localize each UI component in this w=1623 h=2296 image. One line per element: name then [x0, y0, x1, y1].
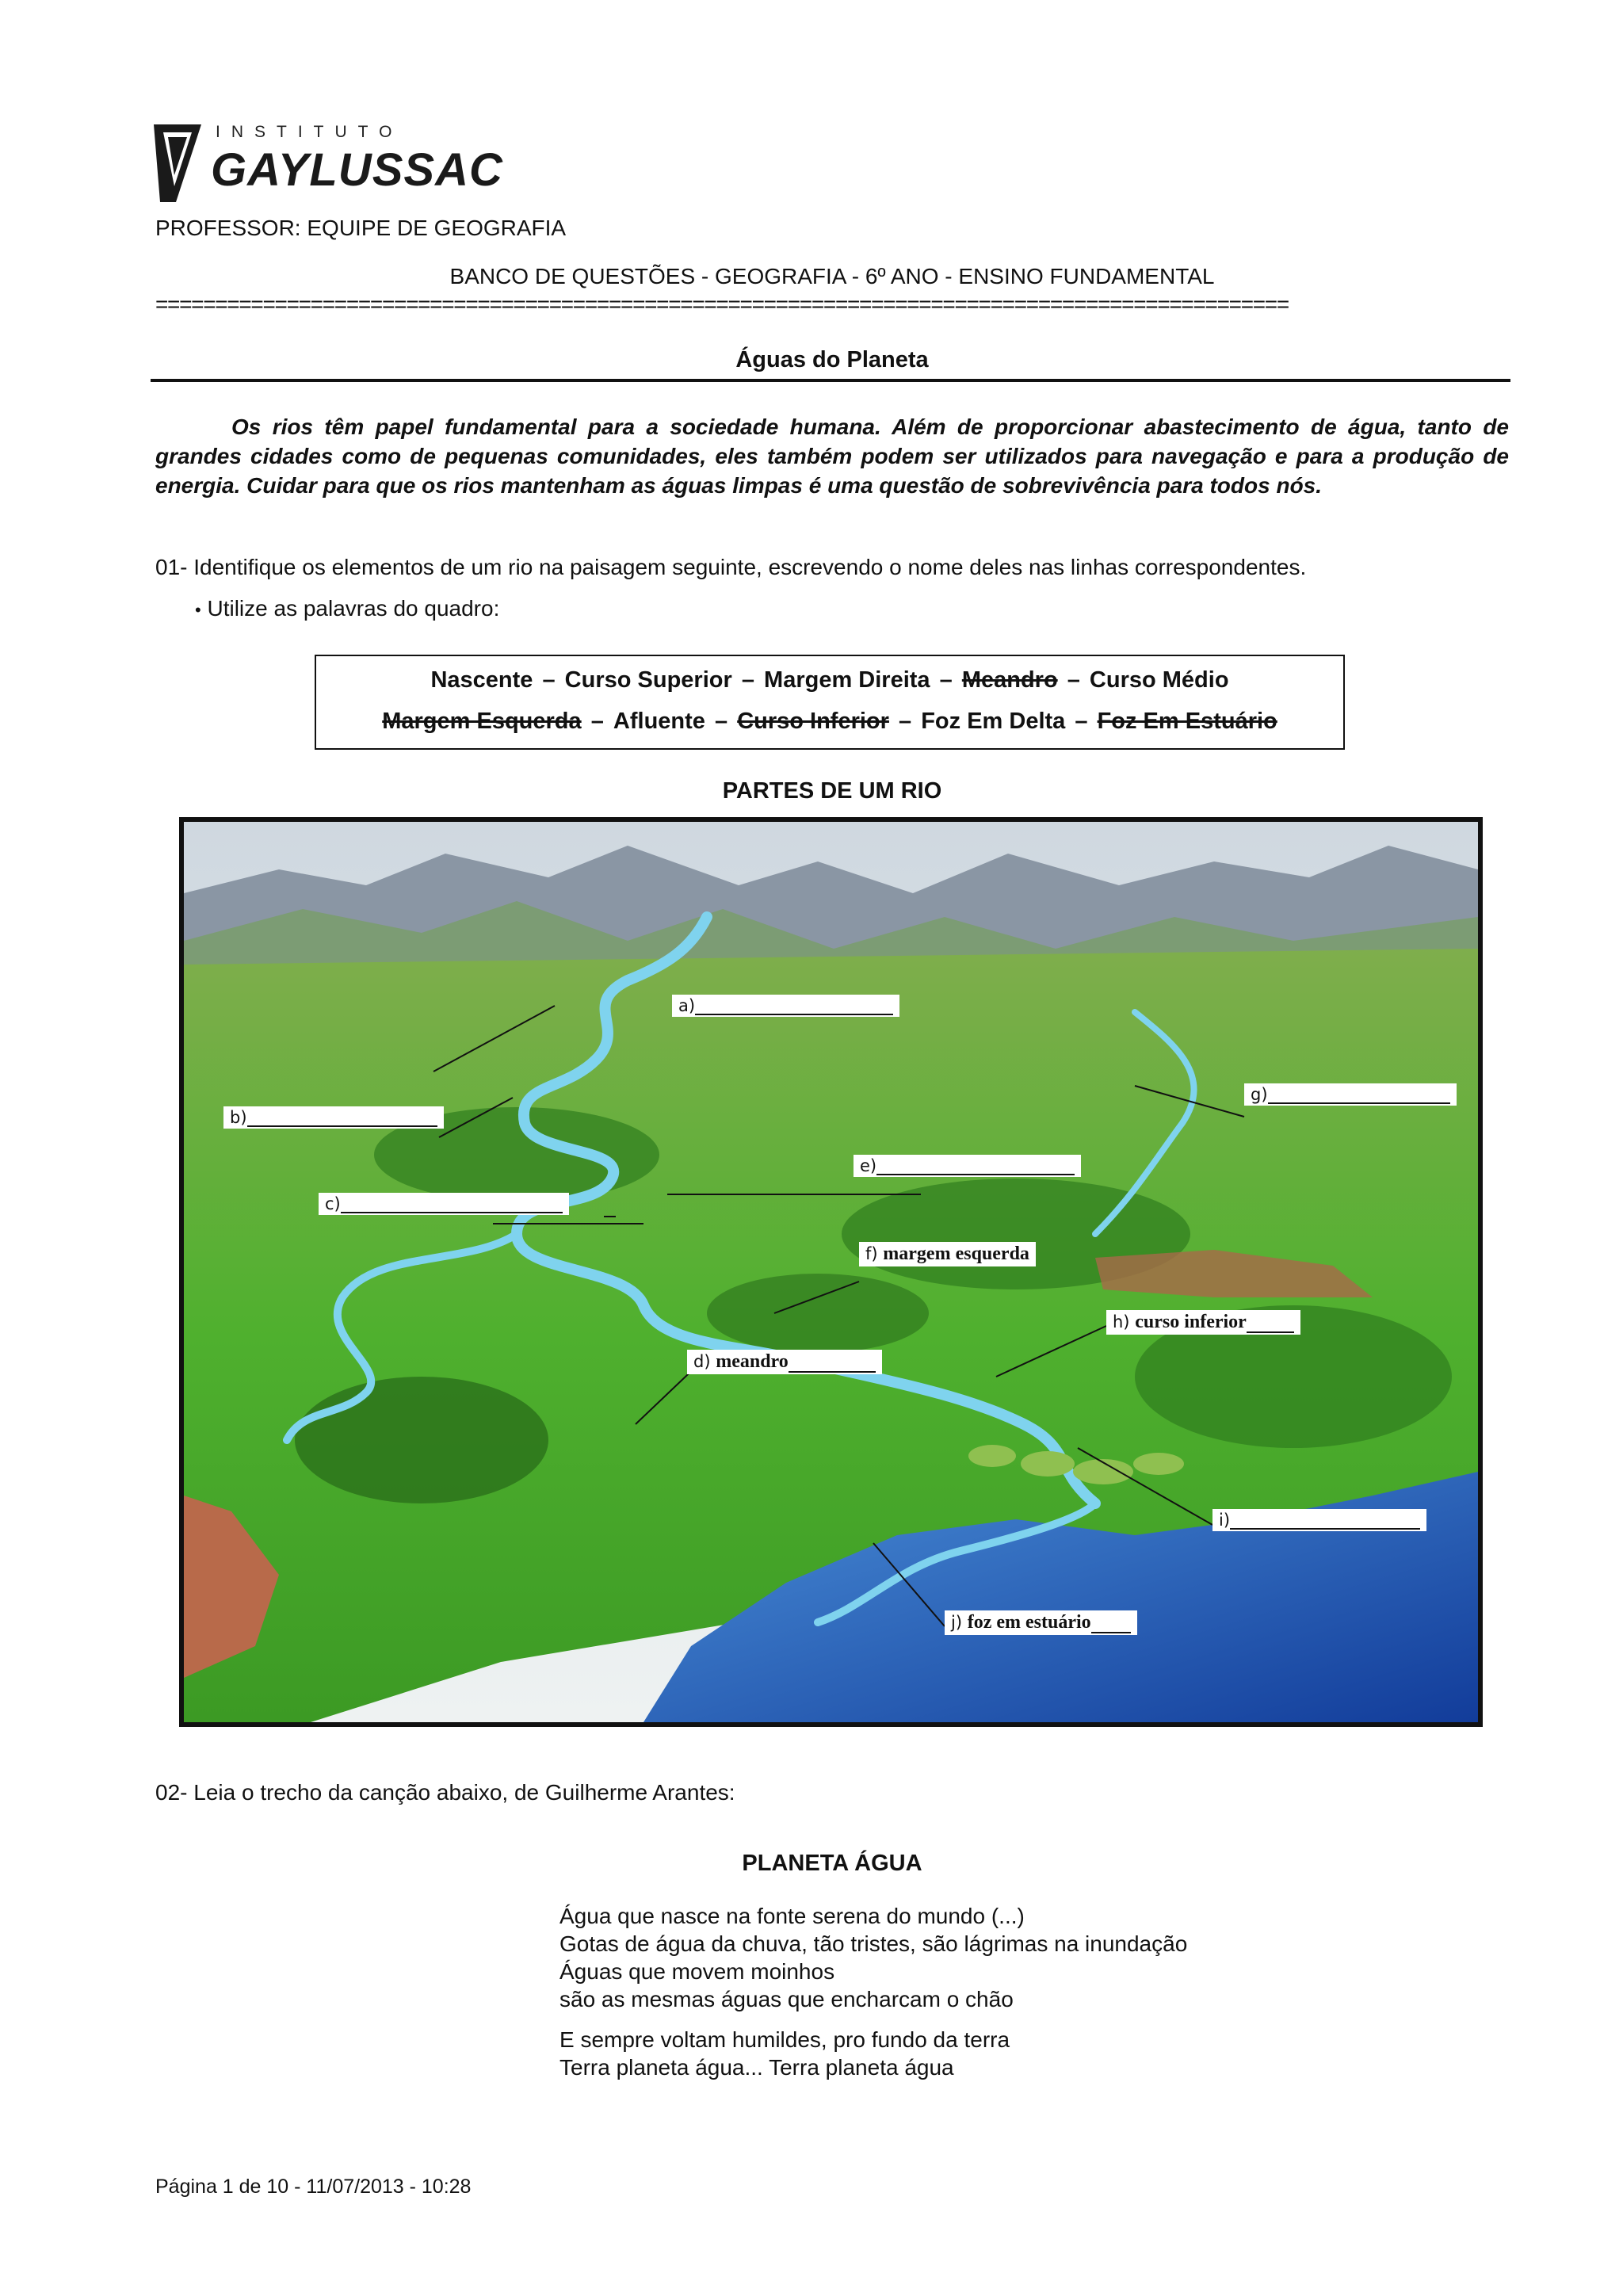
logo-emblem-icon	[152, 123, 208, 206]
separator-line: ===============================================================================================	[155, 292, 1289, 316]
label-c: c)	[319, 1193, 569, 1215]
label-h: h) curso inferior	[1106, 1310, 1300, 1335]
question-1-text: 01- Identifique os elementos de um rio na paisagem seguinte, escrevendo o nome deles nas linhas correspondentes.	[155, 555, 1307, 579]
word-box-row-1: Nascente – Curso Superior – Margem Direita – Meandro – Curso Médio	[430, 667, 1229, 693]
word-nascente: Nascente	[430, 667, 533, 693]
word-box-row-2: Margem Esquerda – Afluente – Curso Inferior – Foz Em Delta – Foz Em Estuário	[382, 709, 1277, 734]
answer-h[interactable]: curso inferior	[1135, 1312, 1247, 1332]
institute-logo	[152, 123, 517, 206]
bullet-text: Utilize as palavras do quadro:	[207, 596, 500, 621]
logo-subtitle: INSTITUTO	[216, 123, 403, 141]
page-title: Águas do Planeta	[735, 347, 929, 372]
label-i: i)	[1212, 1509, 1426, 1531]
question-bank-line: BANCO DE QUESTÕES - GEOGRAFIA - 6º ANO - ENSINO FUNDAMENTAL	[449, 264, 1215, 288]
lyric-line: Águas que movem moinhos	[559, 1959, 835, 1984]
answer-line-a[interactable]	[695, 998, 893, 1015]
lyric-line: são as mesmas águas que encharcam o chão	[559, 1987, 1014, 2011]
label-d: d) meandro	[687, 1350, 882, 1374]
answer-line-g[interactable]	[1268, 1087, 1450, 1104]
professor-line: PROFESSOR: EQUIPE DE GEOGRAFIA	[155, 216, 567, 240]
word-afluente: Afluente	[613, 709, 705, 734]
label-f: f) margem esquerda	[859, 1242, 1036, 1266]
answer-line-i[interactable]	[1230, 1512, 1420, 1530]
question-1-bullet	[195, 596, 499, 621]
river-landscape-image	[184, 822, 1478, 1722]
lyric-line: Terra planeta água... Terra planeta água	[559, 2055, 954, 2080]
label-b: b)	[223, 1106, 444, 1129]
word-margem-direita: Margem Direita	[764, 667, 930, 693]
label-j: j) foz em estuário	[945, 1610, 1137, 1635]
logo-title: GAYLUSSAC	[211, 144, 503, 196]
river-illustration	[179, 817, 1483, 1727]
word-foz-em-estuario-struck: Foz Em Estuário	[1097, 709, 1277, 734]
word-margem-esquerda-struck: Margem Esquerda	[382, 709, 582, 734]
label-g: g)	[1244, 1083, 1457, 1106]
label-a: a)	[672, 995, 899, 1017]
answer-line-b[interactable]	[247, 1110, 437, 1127]
label-e: e)	[854, 1155, 1081, 1177]
answer-line-e[interactable]	[876, 1158, 1075, 1175]
intro-paragraph	[155, 412, 1509, 500]
word-curso-inferior-struck: Curso Inferior	[737, 709, 889, 734]
answer-d[interactable]: meandro	[716, 1351, 789, 1372]
word-curso-medio: Curso Médio	[1089, 667, 1229, 693]
page-footer: Página 1 de 10 - 11/07/2013 - 10:28	[155, 2176, 472, 2198]
bullet-icon: •	[195, 600, 201, 620]
figure-title: PARTES DE UM RIO	[722, 778, 942, 804]
answer-line-c[interactable]	[341, 1196, 563, 1213]
song-lyrics	[559, 1902, 1187, 2081]
word-box	[315, 655, 1345, 750]
answer-j[interactable]: foz em estuário	[967, 1612, 1091, 1633]
intro-text: Os rios têm papel fundamental para a sociedade humana. Além de proporcionar abastecimento de água, tanto de grandes cidades como de pequenas comunidades, eles também podem ser utilizados para navegação e para a produção de energia. Cuidar para que os rios mantenham as águas limpas é uma questão de sobrevivência para todos nós.	[155, 415, 1509, 498]
word-meandro-struck: Meandro	[961, 667, 1058, 693]
song-title: PLANETA ÁGUA	[742, 1851, 922, 1876]
answer-f[interactable]: margem esquerda	[883, 1244, 1029, 1264]
title-divider	[151, 379, 1510, 382]
word-curso-superior: Curso Superior	[564, 667, 732, 693]
question-2-text: 02- Leia o trecho da canção abaixo, de Guilherme Arantes:	[155, 1780, 735, 1805]
lyric-line: E sempre voltam humildes, pro fundo da terra	[559, 2027, 1010, 2052]
word-foz-em-delta: Foz Em Delta	[921, 709, 1066, 734]
lyric-line: Água que nasce na fonte serena do mundo (...)	[559, 1904, 1025, 1928]
lyric-line: Gotas de água da chuva, tão tristes, são lágrimas na inundação	[559, 1931, 1188, 1956]
